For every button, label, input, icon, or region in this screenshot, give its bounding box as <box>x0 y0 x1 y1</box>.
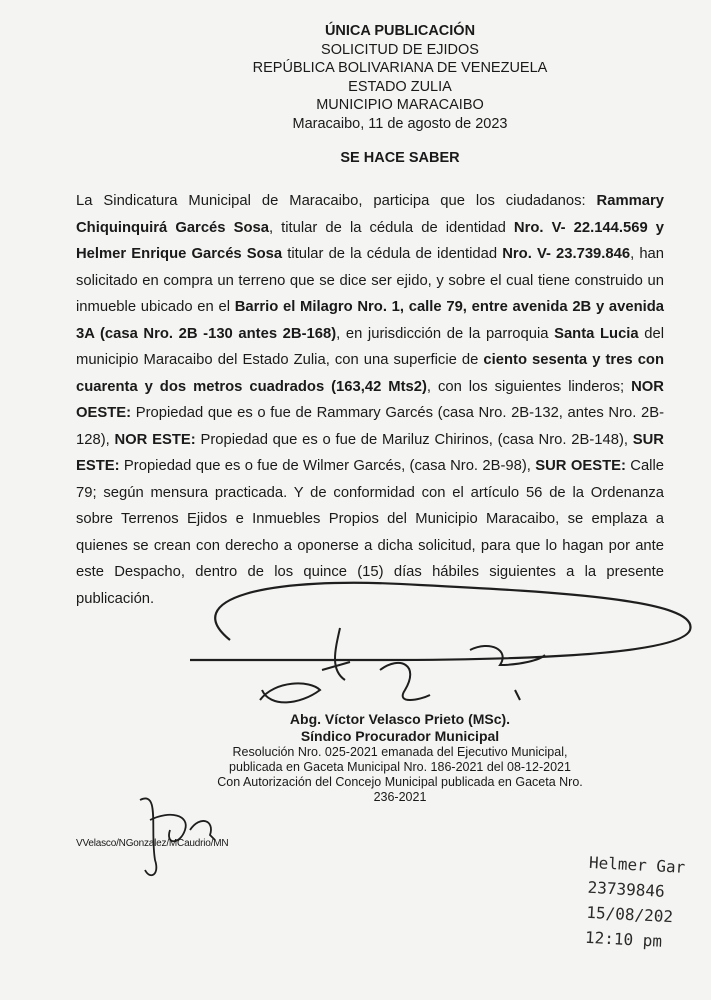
header-title: ÚNICA PUBLICACIÓN <box>324 23 476 39</box>
boundary-label: NOR ESTE: <box>114 431 196 448</box>
body-text-segment: titular de la cédula de identidad <box>282 246 503 262</box>
header-state: ESTADO ZULIA <box>348 78 452 95</box>
applicant-name: Rammary Chiquinquirá Garcés Sosa <box>76 193 664 236</box>
boundary-label: NOR OESTE: <box>76 378 664 421</box>
applicant-id: Nro. V- 22.144.569 y Helmer Enrique Garcés Sosa <box>76 219 665 262</box>
resolution-note: publicada en Gaceta Municipal Nro. 186-2021 del 08-12-2021 <box>229 760 571 774</box>
handwritten-line: Helmer Gar <box>588 852 686 877</box>
parish-name: Santa Lucia <box>554 325 639 342</box>
applicant-id: Nro. V- 23.739.846 <box>502 246 631 262</box>
boundary-label: SUR ESTE: <box>76 431 664 474</box>
body-text-segment: , titular de la cédula de identidad <box>268 219 514 236</box>
signature-block <box>215 711 585 805</box>
body-text-segment: Propiedad que es o fue de Wilmer Garcés, (casa Nro. 2B-98), <box>119 458 536 474</box>
body-text-segment: del municipio Maracaibo del Estado Zulia, con una superficie de <box>76 325 665 368</box>
body-text-segment: , han solicitado en compra un terreno que se dice ser ejido, y sobre el cual tiene construido un inmueble ubicado en el <box>76 246 665 315</box>
body-text-segment: , en jurisdicción de la parroquia <box>336 325 555 342</box>
property-area: ciento sesenta y tres con cuarenta y dos metros cuadrados (163,42 Mts2) <box>76 352 665 395</box>
handwritten-line: 12:10 pm <box>584 927 663 951</box>
handwritten-line: 15/08/202 <box>585 902 674 927</box>
resolution-note: Resolución Nro. 025-2021 emanada del Ejecutivo Municipal, <box>232 745 568 759</box>
header-date: Maracaibo, 11 de agosto de 2023 <box>292 115 508 132</box>
handwritten-note <box>572 849 685 955</box>
property-location: Barrio el Milagro Nro. 1, calle 79, entre avenida 2B y avenida 3A (casa Nro. 2B -130 antes 2B-168) <box>76 299 664 342</box>
body-text-segment: Propiedad que es o fue de Rammary Garcés (casa Nro. 2B-132, antes Nro. 2B-128), <box>76 405 664 448</box>
boundary-label: SUR OESTE: <box>535 458 626 474</box>
signatory-role: Síndico Procurador Municipal <box>300 728 500 744</box>
section-heading: SE HACE SABER <box>340 150 460 166</box>
body-text-segment: Propiedad que es o fue de Mariluz Chirinos, (casa Nro. 2B-148), <box>195 431 633 448</box>
reference-initials: VVelasco/NGonzalez/MCaudrio/MN <box>76 838 229 849</box>
header-country: REPÚBLICA BOLIVARIANA DE VENEZUELA <box>252 60 548 76</box>
resolution-note: Con Autorización del Concejo Municipal publicada en Gaceta Nro. <box>217 775 583 789</box>
body-text-segment: , con los siguientes linderos; <box>426 378 632 395</box>
handwritten-line: 23739846 <box>587 877 666 901</box>
header-subtitle: SOLICITUD DE EJIDOS <box>321 41 479 58</box>
body-text-segment: Calle 79; según mensura practicada. Y de conformidad con el artículo 56 de la Ordenanza sobre Terrenos Ejidos e Inmuebles Propios del Municipio Maracaibo, se emplaza a quienes se crean con derecho a oponerse a dicha solicitud, para que lo hagan por ante este Despacho, dentro de los quince (15) días hábiles siguientes a la presente publicación. <box>76 458 664 607</box>
resolution-note: 236-2021 <box>373 790 427 804</box>
body-text-segment: La Sindicatura Municipal de Maracaibo, participa que los ciudadanos: <box>76 193 597 209</box>
signatory-name: Abg. Víctor Velasco Prieto (MSc). <box>289 711 511 727</box>
header-municipality: MUNICIPIO MARACAIBO <box>316 97 484 113</box>
